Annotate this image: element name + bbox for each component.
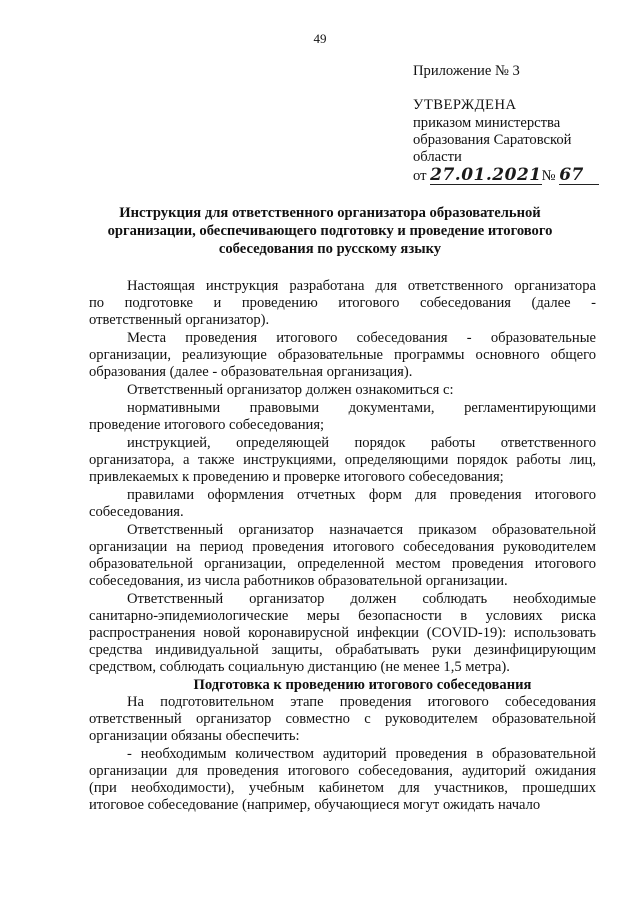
- paragraph-line: правилами оформления отчетных форм для проведения итогового: [127, 487, 596, 503]
- date-prefix: от: [413, 168, 427, 184]
- order-line-1: приказом министерства: [413, 115, 561, 131]
- number-prefix: №: [541, 168, 556, 184]
- paragraph-line: средством, соблюдать социальную дистанцию (не менее 1,5 метра).: [89, 659, 510, 675]
- paragraph-line: ответственный организатор).: [89, 312, 270, 328]
- paragraph-line: собеседования, из числа работников образовательной организации.: [89, 573, 508, 589]
- paragraph: [89, 522, 596, 590]
- document-body: [89, 278, 596, 815]
- paragraph-line: собеседования.: [89, 504, 184, 520]
- paragraph-line: образования (далее - образовательная организация).: [89, 364, 413, 380]
- paragraph-line: организации, реализующие образовательные программы основного общего: [89, 347, 596, 363]
- paragraph-line: (при необходимости), учебным кабинетом для участников, прошедших: [89, 780, 596, 796]
- paragraph-line: по подготовке и проведению итогового собеседования (далее -: [89, 295, 596, 311]
- paragraph-line: Ответственный организатор назначается приказом образовательной: [127, 522, 596, 538]
- paragraph: [89, 278, 596, 329]
- paragraph-line: организации на период проведения итогового собеседования руководителем: [89, 539, 596, 555]
- paragraph-line: организатора, а также инструкциями, определяющими порядок работы лиц,: [89, 452, 596, 468]
- section-heading: Подготовка к проведению итогового собеседования: [193, 677, 532, 693]
- paragraph-line: санитарно-эпидемиологические меры безопасности в условиях риска: [89, 608, 596, 624]
- paragraph-line: Ответственный организатор должен соблюдать необходимые: [127, 591, 596, 607]
- order-line-2: образования Саратовской: [413, 132, 572, 148]
- order-date-line: [413, 166, 623, 185]
- paragraph-line: привлекаемых к проведению и проверке итогового собеседования;: [89, 469, 504, 485]
- paragraph: [89, 382, 596, 399]
- paragraph: [89, 694, 596, 745]
- appendix-label: Приложение № 3: [413, 63, 520, 79]
- paragraph-line: образовательной организации, определенной местом проведения итогового: [89, 556, 596, 572]
- paragraph: [89, 400, 596, 434]
- paragraph-line: На подготовительном этапе проведения итогового собеседования: [127, 694, 596, 710]
- document-title: [80, 204, 580, 258]
- paragraph-line: ответственный организатор совместно с руководителем образовательной: [89, 711, 596, 727]
- paragraph-line: - необходимым количеством аудиторий проведения в образовательной: [127, 746, 596, 762]
- paragraph-line: средства индивидуальной защиты, обрабатывать руки дезинфицирующим: [89, 642, 596, 658]
- paragraph-line: итоговое собеседование (например, обучающиеся могут ожидать начало: [89, 797, 541, 813]
- approval-stamp-block: [413, 63, 623, 185]
- paragraph-line: нормативными правовыми документами, регламентирующими: [127, 400, 596, 416]
- paragraph-line: Ответственный организатор должен ознакомиться с:: [127, 382, 454, 398]
- paragraph: [89, 487, 596, 521]
- paragraph: [89, 330, 596, 381]
- paragraph-line: распространения новой коронавирусной инфекции (COVID-19): использовать: [89, 625, 596, 641]
- title-line: Инструкция для ответственного организатора образовательной: [119, 205, 541, 221]
- order-line-3: области: [413, 149, 462, 165]
- page-number: 49: [313, 31, 327, 46]
- paragraph: [89, 435, 596, 486]
- paragraph-line: инструкцией, определяющей порядок работы ответственного: [127, 435, 596, 451]
- paragraph: [89, 591, 596, 676]
- title-line: собеседования по русскому языку: [218, 241, 442, 257]
- paragraph-line: Настоящая инструкция разработана для ответственного организатора: [127, 278, 596, 294]
- approved-label: УТВЕРЖДЕНА: [413, 97, 517, 113]
- title-line: организации, обеспечивающего подготовку и проведение итогового: [107, 223, 553, 239]
- paragraph-line: организации для проведения итогового собеседования, аудиторий ожидания: [89, 763, 596, 779]
- paragraph-line: Места проведения итогового собеседования - образовательные: [127, 330, 596, 346]
- paragraph-line: организации обязаны обеспечить:: [89, 728, 300, 744]
- handwritten-date: 27.01.2021: [430, 165, 542, 185]
- handwritten-number: 67: [559, 166, 599, 185]
- paragraph-line: проведение итогового собеседования;: [89, 417, 325, 433]
- paragraph: [89, 746, 596, 814]
